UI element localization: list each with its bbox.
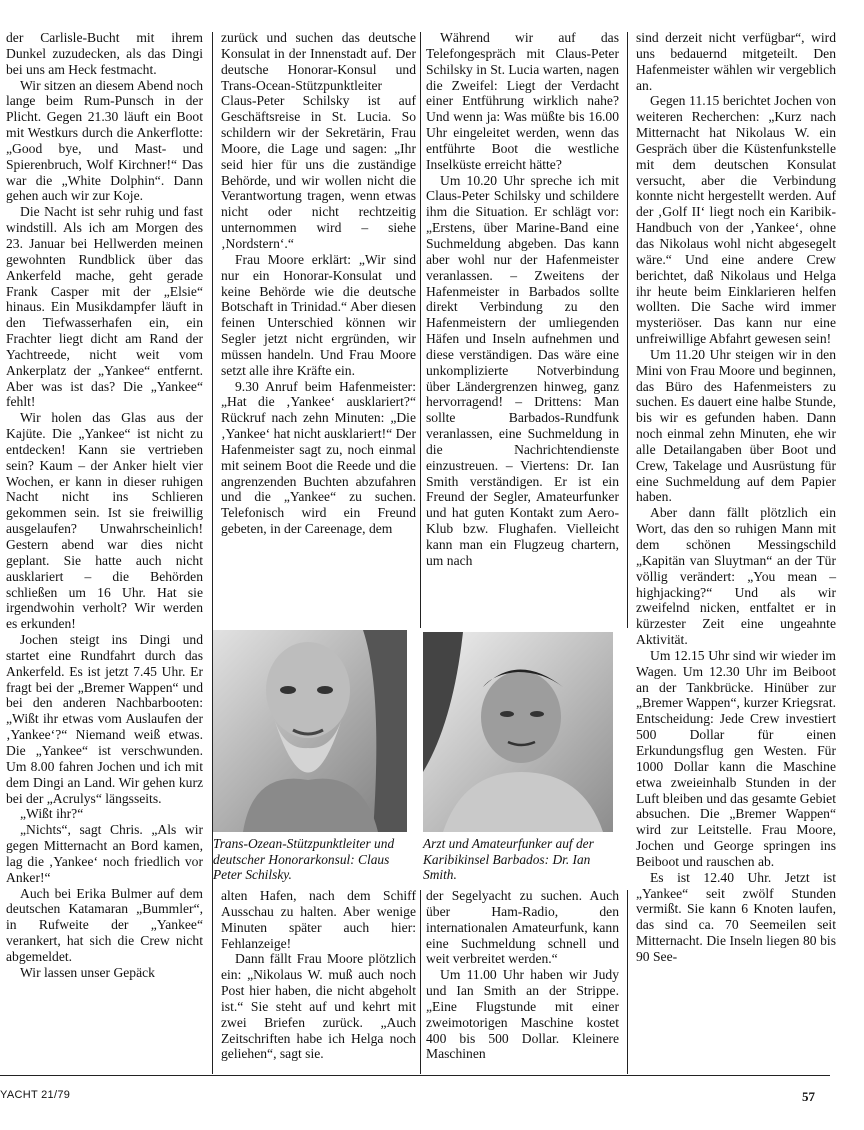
- photo-caption-left: Trans-Ozean-Stützpunktleiter und deutscher Honorarkonsul: Claus Peter Schilsky.: [213, 836, 395, 882]
- paragraph: Dann fällt Frau Moore plötzlich ein: „Nikolaus W. muß auch noch Post hier haben, die nicht abgeholt ist.“ Sie steht auf und kehrt mit zwei Briefen zurück. „Auch Zeitschriften habe ich Helga noch geliehen“, sagt sie.: [221, 951, 416, 1062]
- paragraph: zurück und suchen das deutsche Konsulat in der Innenstadt auf. Der deutsche Honorar-Konsul und Trans-Ocean-Stützpunktleiter Claus-Peter Schilsky ist auf Geschäftsreise in St. Lucia. So schildern wir der Sekretärin, Frau Moore, die Lage und sagen: „Ihr seid hier für uns die zuständige Behörde, und wir wollen nicht die Verantwortung tragen, wenn etwas nicht oder nicht rechtzeitig unternommen wird – siehe ‚Nordstern‘.“: [221, 30, 416, 251]
- paragraph: Wir holen das Glas aus der Kajüte. Die „Yankee“ ist nicht zu entdecken! Kann sie vertrieben sein? Kaum – der Anker hielt vier Wochen, er kann in dieser ruhigen Nacht nicht ins Schlieren gekommen sein. Ist sie freiwillig ausgelaufen? Unwahrscheinlich! Gestern abend war dies nicht geplant. Sie hatte auch nicht ausklariert – die Behörden schließen um 16 Uhr. Hat sie irgendwohin verholt? Wir werden es erkunden!: [6, 410, 203, 632]
- column-divider: [627, 890, 628, 1074]
- paragraph: Auch bei Erika Bulmer auf dem deutschen Katamaran „Bummler“, in Rufweite der „Yankee“ verankert, hat sich die Crew nicht abgemeldet.: [6, 885, 203, 964]
- portrait-illustration: [213, 630, 407, 832]
- photo-caption-right: Arzt und Amateurfunker auf der Karibikinsel Barbados: Dr. Ian Smith.: [423, 836, 594, 882]
- text-column-2-continued: [221, 888, 416, 1062]
- column-divider: [420, 890, 421, 1074]
- text-column-1: [6, 30, 203, 980]
- page-number: 57: [802, 1089, 815, 1104]
- column-divider: [420, 32, 421, 628]
- paragraph: Jochen steigt ins Dingi und startet eine Rundfahrt durch das Ankerfeld. Es ist jetzt 7.45 Uhr. Er fragt bei der „Bremer Wappen“ und bei den anderen Nachbarbooten: „Wißt ihr etwas vom Auslaufen der ‚Yankee‘?“ Niemand weiß etwas. Die „Yankee“ ist verschwunden. Um 8.00 fahren Jochen und ich mit dem Dingi an Land. Wir gehen kurz bei der „Acrulys“ längsseits.: [6, 632, 203, 806]
- portrait-illustration: [423, 632, 613, 832]
- footer-rule: [0, 1075, 830, 1076]
- paragraph: Es ist 12.40 Uhr. Jetzt ist „Yankee“ seit zwölf Stunden vermißt. Sie kann 6 Knoten laufen, das sind ca. 70 Seemeilen seit Mitternacht. Die Inseln liegen 80 bis 90 See-: [636, 869, 836, 964]
- text-column-2: [221, 30, 416, 630]
- text-column-4: [636, 30, 836, 964]
- paragraph: alten Hafen, nach dem Schiff Ausschau zu halten. Aber wenige Minuten später auch hier: Fehlanzeige!: [221, 888, 416, 951]
- magazine-issue: YACHT 21/79: [0, 1089, 71, 1101]
- paragraph: „Wißt ihr?“: [20, 806, 84, 822]
- paragraph: 9.30 Anruf beim Hafenmeister: „Hat die ‚Yankee‘ ausklariert?“ Rückruf nach zehn Minuten: „Die ‚Yankee‘ hat nicht ausklariert!“ Der Hafenmeister sagt zu, noch einmal mit seinem Boot die Reede und die angrenzenden Buchten abzufahren und die „Yankee“ zu suchen. Telefonisch wird ein Freund gebeten, in der Careenage, dem: [221, 378, 416, 537]
- paragraph: Gegen 11.15 berichtet Jochen von weiteren Recherchen: „Kurz nach Mitternacht hat Nikolaus W. ein Gespräch über die Küstenfunkstelle mit dem deutschen Konsulat versucht, aber die Verbindung konnte nicht hergestellt werden. Auf der ‚Golf II‘ liegt noch ein Karibik-Handbuch von der ‚Yankee‘, ohne das Nikolaus wohl nicht abgesegelt wäre.“ Und eine andere Crew berichtet, daß Nikolaus und Helga ihr heute beim Einklarieren helfen wollten. Die Sache wird immer mysteriöser. Das kann nur eine unfreiwillige Abfahrt gewesen sein!: [636, 93, 836, 347]
- paragraph: Um 11.20 Uhr steigen wir in den Mini von Frau Moore und beginnen, das Büro des Hafenmeisters zu suchen. Es dauert eine halbe Stunde, bis wir es gefunden haben. Dann noch einmal zehn Minuten, ehe wir alle Detailangaben über Boot und Crew, Takelage und Ausrüstung für eine Suchmeldung auf dem Papier haben.: [636, 346, 836, 505]
- paragraph: Während wir auf das Telefongespräch mit Claus-Peter Schilsky in St. Lucia warten, nagen die Zweifel: Liegt der Verdacht einer Entführung wirklich nahe? Und wenn ja: Was müßte bis 16.00 Uhr eingeleitet werden, wenn das entführte Boot die westliche Inselküste erreicht hätte?: [426, 30, 619, 172]
- paragraph: Frau Moore erklärt: „Wir sind nur ein Honorar-Konsulat und keine Behörde wie die deutsche Botschaft in Trinidad.“ Aber diesen feinen Unterschied können wir Segler jetzt nicht ergründen, wir müssen handeln. Und Frau Moore setzt alle ihre Kräfte ein.: [221, 251, 416, 378]
- column-divider: [627, 32, 628, 628]
- paragraph: Wir lassen unser Gepäck: [20, 964, 155, 980]
- text-column-3-continued: [426, 888, 619, 1062]
- paragraph: Aber dann fällt plötzlich ein Wort, das den so ruhigen Mann mit dem schönen Messingschild „Kapitän van Sluytman“ an der Tür völlig verändert: „You mean – highjacking?“ Und als wir zweifelnd nicken, entfaltet er in kürzester Zeit eine ungeahnte Aktivität.: [636, 505, 836, 648]
- portrait-photo-ian-smith: [423, 632, 613, 832]
- paragraph: Wir sitzen an diesem Abend noch lange beim Rum-Punsch in der Plicht. Gegen 21.30 läuft ein Boot mit Westkurs durch die Ankerflotte: „Good bye, und Mast- und Spierenbruch, Wolf Kirchner!“ Das war die „White Dolphin“. Dann gehen auch wir zur Koje.: [6, 77, 203, 204]
- paragraph: sind derzeit nicht verfügbar“, wird uns bedauernd mitgeteilt. Den Hafenmeister wählen wir vergeblich an.: [636, 30, 836, 93]
- column-divider: [212, 912, 213, 1074]
- paragraph: Die Nacht ist sehr ruhig und fast windstill. Als ich am Morgen des 23. Januar bei Hellwerden meinen gewohnten Rundblick über das Ankerfeld mache, geht gerade Frank Casper mit der „Elsie“ hinaus. Ein Musikdampfer läuft in den Tiefwasserhafen ein, ein Frachter liegt dicht am Rand der Yachtreede, nicht weit vom Ankerplatz der „Yankee“ entfernt. Aber was ist das? Die „Yankee“ fehlt!: [6, 204, 203, 410]
- paragraph: Um 11.00 Uhr haben wir Judy und Ian Smith an der Strippe. „Eine Flugstunde mit einer zweimotorigen Maschine kostet 400 bis 500 Dollar. Kleinere Maschinen: [426, 967, 619, 1062]
- portrait-photo-schilsky: [213, 630, 407, 832]
- paragraph: „Nichts“, sagt Chris. „Als wir gegen Mitternacht an Bord kamen, lag die ‚Yankee‘ noch friedlich vor Anker!“: [6, 822, 203, 885]
- paragraph: Um 10.20 Uhr spreche ich mit Claus-Peter Schilsky und schildere ihm die Situation. Er schlägt vor: „Erstens, über Marine-Band eine Suchmeldung abgeben. Das kann aber wohl nur der Hafenmeister veranlassen. – Zweitens der Hafenmeister in Barbados sollte direkt Verbindung zu den Hafenmeistern der umliegenden Häfen und Inseln aufnehmen und diese verständigen. Das wäre eine unkomplizierte Notverbindung über Ländergrenzen hinweg, ganz hervorragend! – Drittens: Man sollte Barbados-Rundfunk veranlassen, eine Suchmeldung in die Nachrichtendienste einzustreuen. – Viertens: Dr. Ian Smith verständigen. Er ist ein Freund der Segler, Amateurfunker und hat guten Kontakt zum Aero-Klub bzw. Flughafen. Vielleicht kann man ein Flugzeug chartern, um nach: [426, 172, 619, 568]
- paragraph: der Segelyacht zu suchen. Auch über Ham-Radio, den internationalen Amateurfunk, kann eine Suchmeldung schnell und weit verbreitet werden.“: [426, 888, 619, 967]
- text-column-3: [426, 30, 619, 630]
- paragraph: der Carlisle-Bucht mit ihrem Dunkel zuzudecken, als das Dingi bei uns am Heck festmacht.: [6, 30, 203, 77]
- paragraph: Um 12.15 Uhr sind wir wieder im Wagen. Um 12.30 Uhr im Beiboot an der Tankbrücke. Hinüber zur „Bremer Wappen“, kurzer Kriegsrat. Entscheidung: Jede Crew investiert 500 Dollar für einen Erkundungsflug gen Westen. Für 1000 Dollar kann die Maschine etwa zweieinhalb Stunden in der Luft bleiben und das gesamte Gebiet absuchen. Die „Bremer Wappen“ wird zur Leitstelle. Frau Moore, Jochen und George springen ins Beiboot und rauschen ab.: [636, 647, 836, 869]
